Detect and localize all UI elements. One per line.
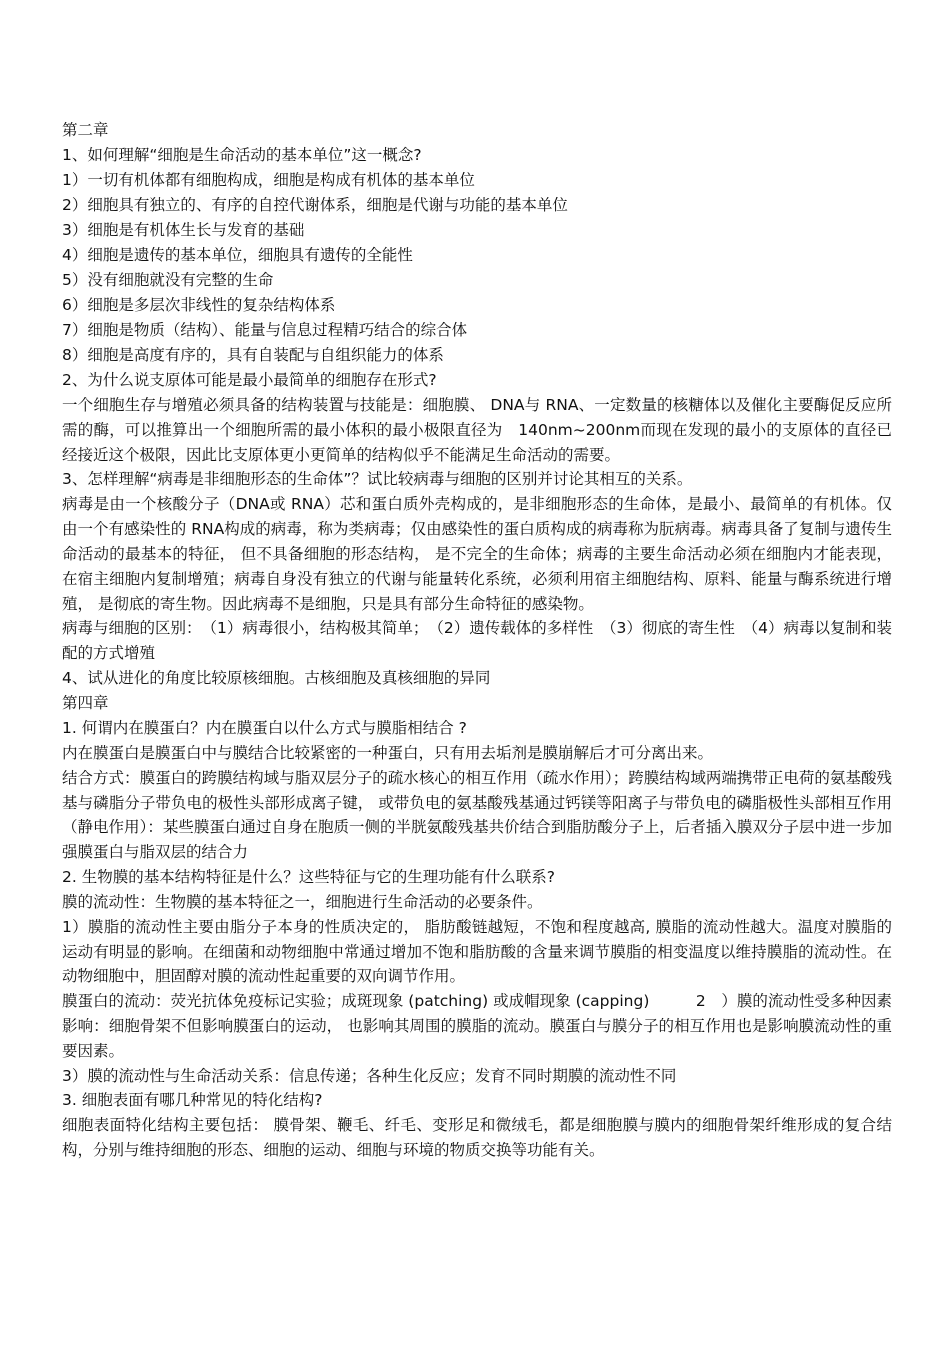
chapter-heading: 第四章 <box>62 693 109 712</box>
list-item: 1）一切有机体都有细胞构成，细胞是构成有机体的基本单位 <box>62 171 475 189</box>
question-heading: 1. 何谓内在膜蛋白？内在膜蛋白以什么方式与膜脂相结合 ? <box>62 718 467 737</box>
question-heading: 3、怎样理解“病毒是非细胞形态的生命体”？试比较病毒与细胞的区别并讨论其相互的关系。 <box>62 470 693 489</box>
chapter-heading: 第二章 <box>62 121 109 139</box>
question-heading: 2、为什么说支原体可能是最小最简单的细胞存在形式? <box>62 371 437 389</box>
answer-paragraph: 病毒与细胞的区别： （1）病毒很小，结构极其简单； （2）遗传载体的多样性 （3）彻底的寄生性 （4）病毒以复制和装配的方式增殖 <box>62 619 892 663</box>
answer-paragraph: 结合方式：膜蛋白的跨膜结构域与脂双层分子的疏水核心的相互作用（疏水作用）；跨膜结构域两端携带正电荷的氨基酸残基与磷脂分子带负电的极性头部形成离子键， 或带负电的氨基酸残基通过钙镁等阳离子与带负电的磷脂极性头部相互作用（静电作用）：某些膜蛋白通过自身在胞质一侧的半胱氨酸残基共价结合到脂肪酸分子上，后者插入膜双分子层中进一步加强膜蛋白与脂双层的结合力 <box>62 768 892 862</box>
answer-paragraph: 膜蛋白的流动：荧光抗体免疫标记实验；成斑现象 (patching) 或成帽现象 (capping) 2 ）膜的流动性受多种因素影响：细胞骨架不但影响膜蛋白的运动， 也影响其周围的膜脂的流动。膜蛋白与膜分子的相互作用也是影响膜流动性的重要因素。 <box>62 992 892 1060</box>
list-item: 4）细胞是遗传的基本单位，细胞具有遗传的全能性 <box>62 246 413 264</box>
answer-paragraph: 1）膜脂的流动性主要由脂分子本身的性质决定的， 脂肪酸链越短，不饱和程度越高, 膜脂的流动性越大。温度对膜脂的运动有明显的影响。在细菌和动物细胞中常通过增加不饱和脂肪酸的含量来调节膜脂的相变温度以维持膜脂的流动性。在动物细胞中，胆固醇对膜的流动性起重要的双向调节作用。 <box>62 917 892 986</box>
list-item: 7）细胞是物质（结构）、能量与信息过程精巧结合的综合体 <box>62 321 468 339</box>
document-page <box>62 118 892 1163</box>
list-item: 8）细胞是高度有序的，具有自装配与自组织能力的体系 <box>62 346 444 364</box>
list-item: 6）细胞是多层次非线性的复杂结构体系 <box>62 296 336 314</box>
list-item: 5）没有细胞就没有完整的生命 <box>62 271 274 289</box>
answer-paragraph: 内在膜蛋白是膜蛋白中与膜结合比较紧密的一种蛋白，只有用去垢剂是膜崩解后才可分离出来。 <box>62 743 714 762</box>
question-heading: 4、试从进化的角度比较原核细胞。古核细胞及真核细胞的异同 <box>62 668 491 687</box>
list-item: 2）细胞具有独立的、有序的自控代谢体系，细胞是代谢与功能的基本单位 <box>62 196 568 214</box>
answer-paragraph: 3）膜的流动性与生命活动关系：信息传递；各种生化反应；发育不同时期膜的流动性不同 <box>62 1066 677 1085</box>
question-heading: 1、如何理解“细胞是生命活动的基本单位”这一概念? <box>62 146 422 164</box>
answer-paragraph: 细胞表面特化结构主要包括： 膜骨架、鞭毛、纤毛、变形足和微绒毛，都是细胞膜与膜内的细胞骨架纤维形成的复合结构，分别与维持细胞的形态、细胞的运动、细胞与环境的物质交换等功能有关。 <box>62 1116 892 1160</box>
question-heading: 3. 细胞表面有哪几种常见的特化结构? <box>62 1091 323 1110</box>
list-item: 3）细胞是有机体生长与发育的基础 <box>62 221 305 239</box>
answer-paragraph: 一个细胞生存与增殖必须具备的结构装置与技能是：细胞膜、 DNA与 RNA、一定数量的核糖体以及催化主要酶促反应所需的酶，可以推算出一个细胞所需的最小体积的最小极限直径为 140nm~200nm而现在发现的最小的支原体的直径已经接近这个极限，因此比支原体更小更简单的结构似乎不能满足生命活动的需要。 <box>62 396 892 464</box>
answer-paragraph: 病毒是由一个核酸分子（DNA或 RNA）芯和蛋白质外壳构成的，是非细胞形态的生命体，是最小、最简单的有机体。仅由一个有感染性的 RNA构成的病毒，称为类病毒；仅由感染性的蛋白质构成的病毒称为朊病毒。病毒具备了复制与遗传生命活动的最基本的特征， 但不具备细胞的形态结构， 是不完全的生命体；病毒的主要生命活动必须在细胞内才能表现， 在宿主细胞内复制增殖；病毒自身没有独立的代谢与能量转化系统，必须利用宿主细胞结构、原料、能量与酶系统进行增殖， 是彻底的寄生物。因此病毒不是细胞，只是具有部分生命特征的感染物。 <box>62 495 892 613</box>
question-heading: 2. 生物膜的基本结构特征是什么？这些特征与它的生理功能有什么联系? <box>62 867 555 886</box>
answer-paragraph: 膜的流动性：生物膜的基本特征之一，细胞进行生命活动的必要条件。 <box>62 892 543 911</box>
